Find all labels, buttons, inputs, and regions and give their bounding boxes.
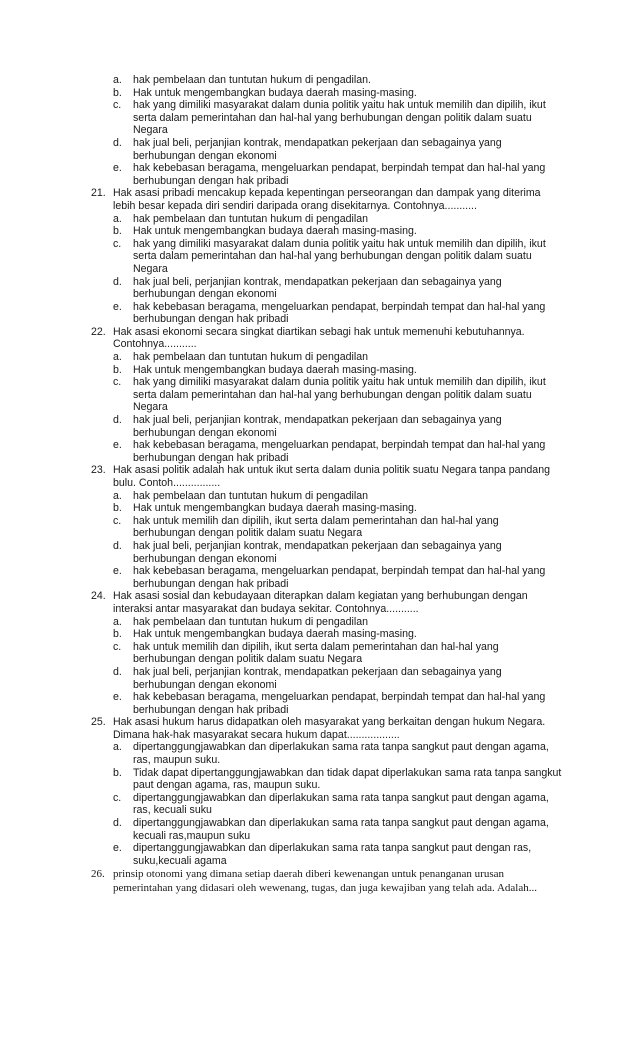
option-text: dipertanggungjawabkan dan diperlakukan sama rata tanpa sangkut paut dengan agama, ras, maupun suku. [133, 741, 549, 767]
option-b [113, 628, 563, 641]
question-number: 26. [91, 868, 105, 881]
option-letter: e. [113, 691, 122, 704]
option-letter: c. [113, 376, 122, 389]
option-a [113, 212, 563, 226]
option-text: Tidak dapat dipertanggungjawabkan dan tidak dapat diperlakukan sama rata tanpa sangkut paut dengan agama, ras, maupun suku. [133, 766, 562, 792]
option-b [113, 86, 563, 100]
option-text: hak pembelaan dan tuntutan hukum di pengadilan [133, 615, 369, 628]
option-letter: d. [113, 665, 122, 678]
option-letter: b. [113, 363, 122, 376]
option-letter: a. [113, 615, 122, 628]
option-d [113, 665, 563, 691]
question-number: 24. [91, 590, 106, 603]
option-e [113, 842, 563, 867]
option-c [113, 640, 563, 666]
option-letter: d. [113, 539, 122, 552]
question-stem [91, 716, 563, 741]
question-stem [91, 464, 563, 489]
option-letter: d. [113, 817, 122, 830]
option-c [113, 514, 563, 540]
option-d [113, 817, 563, 842]
question-text: Hak asasi pribadi mencakup kepada kepentingan perseorangan dan dampak yang diterima lebih besar kepada diri sendiri daripada orang disekitarnya. Contohnya........... [113, 187, 541, 212]
option-letter: b. [113, 502, 122, 515]
option-letter: a. [113, 489, 122, 502]
option-letter: c. [113, 99, 122, 112]
option-c [113, 237, 563, 276]
option-letter: d. [113, 414, 122, 427]
option-d [113, 414, 563, 439]
option-letter: b. [113, 225, 122, 238]
option-text: dipertanggungjawabkan dan diperlakukan sama rata tanpa sangkut paut dengan agama, ras, kecuali suku [133, 791, 549, 817]
option-text: Hak untuk mengembangkan budaya daerah masing-masing. [133, 363, 417, 376]
option-text: Hak untuk mengembangkan budaya daerah masing-masing. [133, 225, 417, 238]
option-a [113, 489, 563, 503]
question-21 [0, 187, 638, 326]
question-22 [0, 326, 638, 465]
option-a [113, 351, 563, 364]
option-a [113, 74, 563, 87]
option-letter: c. [113, 237, 122, 250]
option-text: hak kebebasan beragama, mengeluarkan pendapat, berpindah tempat dan hal-hal yang berhubungan dengan hak pribadi [133, 439, 546, 464]
option-letter: c. [113, 640, 122, 653]
option-e [113, 565, 563, 590]
option-c [113, 791, 563, 817]
question-text: Hak asasi politik adalah hak untuk ikut serta dalam dunia politik suatu Negara tanpa pandang bulu. Contoh................ [113, 464, 550, 489]
question-number: 21. [91, 187, 106, 200]
option-text: hak untuk memilih dan dipilih, ikut serta dalam pemerintahan dan hal-hal yang berhubungan dengan politik dalam suatu Negara [133, 640, 499, 666]
question-stem [91, 590, 563, 615]
option-letter: a. [113, 212, 122, 225]
option-text: hak yang dimiliki masyarakat dalam dunia politik yaitu hak untuk memilih dan dipilih, ikut serta dalam pemerintahan dan hal-hal yang berhubungan dengan politik dalam suatu Negara [133, 376, 546, 414]
option-text: hak pembelaan dan tuntutan hukum di pengadilan [133, 212, 369, 225]
option-letter: e. [113, 439, 122, 452]
option-e [113, 439, 563, 464]
option-letter: e. [113, 565, 122, 578]
option-letter: d. [113, 275, 122, 288]
option-e [113, 691, 563, 716]
option-letter: a. [113, 74, 122, 86]
option-b [113, 225, 563, 238]
question-text: Hak asasi sosial dan kebudayaan diterapkan dalam kegiatan yang berhubungan dengan interaksi antar masyarakat dan budaya sekitar. Contohnya........... [113, 590, 528, 615]
option-text: hak kebebasan beragama, mengeluarkan pendapat, berpindah tempat dan hal-hal yang berhubungan dengan hak pribadi [133, 300, 546, 326]
option-a [113, 741, 563, 767]
option-text: hak kebebasan beragama, mengeluarkan pendapat, berpindah tempat dan hal-hal yang berhubungan dengan hak pribadi [133, 565, 546, 590]
option-c [113, 376, 563, 414]
option-text: hak yang dimiliki masyarakat dalam dunia politik yaitu hak untuk memilih dan dipilih, ikut serta dalam pemerintahan dan hal-hal yang berhubungan dengan politik dalam suatu Negara [133, 99, 546, 137]
option-text: hak yang dimiliki masyarakat dalam dunia politik yaitu hak untuk memilih dan dipilih, ikut serta dalam pemerintahan dan hal-hal yang berhubungan dengan politik dalam suatu Negara [133, 237, 546, 275]
option-d [113, 539, 563, 565]
option-text: Hak untuk mengembangkan budaya daerah masing-masing. [133, 628, 417, 641]
question-stem [91, 867, 563, 895]
option-e [113, 162, 563, 187]
option-b [113, 502, 563, 515]
option-letter: e. [113, 842, 122, 855]
option-text: hak jual beli, perjanjian kontrak, mendapatkan pekerjaan dan sebagainya yang berhubungan dengan ekonomi [133, 665, 502, 691]
option-text: Hak untuk mengembangkan budaya daerah masing-masing. [133, 502, 417, 515]
option-text: hak untuk memilih dan dipilih, ikut serta dalam pemerintahan dan hal-hal yang berhubungan dengan politik dalam suatu Negara [133, 514, 499, 540]
question-text: Hak asasi ekonomi secara singkat diartikan sebagi hak untuk memenuhi kebutuhannya. Contohnya........... [113, 325, 525, 351]
question-25 [0, 716, 638, 867]
option-a [113, 615, 563, 629]
option-b [113, 363, 563, 377]
option-text: hak jual beli, perjanjian kontrak, mendapatkan pekerjaan dan sebagainya yang berhubungan dengan ekonomi [133, 136, 502, 162]
question-stem [91, 325, 563, 351]
option-letter: c. [113, 514, 122, 527]
option-c [113, 99, 563, 137]
question-number: 25. [91, 716, 106, 729]
option-text: hak pembelaan dan tuntutan hukum di pengadilan [133, 351, 369, 364]
option-letter: e. [113, 162, 122, 175]
question-number: 23. [91, 464, 106, 477]
option-letter: a. [113, 741, 122, 754]
question-26 [0, 867, 638, 895]
option-text: hak jual beli, perjanjian kontrak, mendapatkan pekerjaan dan sebagainya yang berhubungan dengan ekonomi [133, 275, 502, 301]
question-text: prinsip otonomi yang dimana setiap daerah diberi kewenangan untuk penanganan urusan pemerintahan yang didasari oleh wewenang, tugas, dan juga kewajiban yang telah ada. Adalah... [113, 868, 537, 895]
question-stem [91, 187, 563, 212]
option-d [113, 275, 563, 301]
option-text: dipertanggungjawabkan dan diperlakukan sama rata tanpa sangkut paut dengan ras, suku,kecuali agama [133, 842, 532, 867]
option-text: hak kebebasan beragama, mengeluarkan pendapat, berpindah tempat dan hal-hal yang berhubungan dengan hak pribadi [133, 691, 546, 716]
option-letter: a. [113, 351, 122, 364]
question-number: 22. [91, 325, 106, 338]
option-letter: d. [113, 136, 122, 149]
question-23 [0, 464, 638, 590]
option-letter: c. [113, 791, 122, 804]
option-letter: b. [113, 766, 122, 779]
option-letter: b. [113, 628, 122, 641]
option-b [113, 766, 563, 792]
question-24 [0, 590, 638, 716]
option-text: hak jual beli, perjanjian kontrak, mendapatkan pekerjaan dan sebagainya yang berhubungan dengan ekonomi [133, 414, 502, 439]
option-text: hak pembelaan dan tuntutan hukum di pengadilan. [133, 74, 371, 86]
top-options [0, 74, 638, 187]
option-text: hak jual beli, perjanjian kontrak, mendapatkan pekerjaan dan sebagainya yang berhubungan dengan ekonomi [133, 539, 502, 565]
option-letter: e. [113, 300, 122, 313]
option-text: Hak untuk mengembangkan budaya daerah masing-masing. [133, 86, 417, 99]
option-text: dipertanggungjawabkan dan diperlakukan sama rata tanpa sangkut paut dengan agama, kecuali ras,maupun suku [133, 817, 549, 842]
option-text: hak kebebasan beragama, mengeluarkan pendapat, berpindah tempat dan hal-hal yang berhubungan dengan hak pribadi [133, 162, 546, 187]
option-text: hak pembelaan dan tuntutan hukum di pengadilan [133, 489, 369, 502]
option-d [113, 136, 563, 162]
option-letter: b. [113, 86, 122, 99]
option-e [113, 300, 563, 326]
question-text: Hak asasi hukum harus didapatkan oleh masyarakat yang berkaitan dengan hukum Negara. Dimana hak-hak masyarakat secara hukum dapat.................. [113, 716, 546, 741]
